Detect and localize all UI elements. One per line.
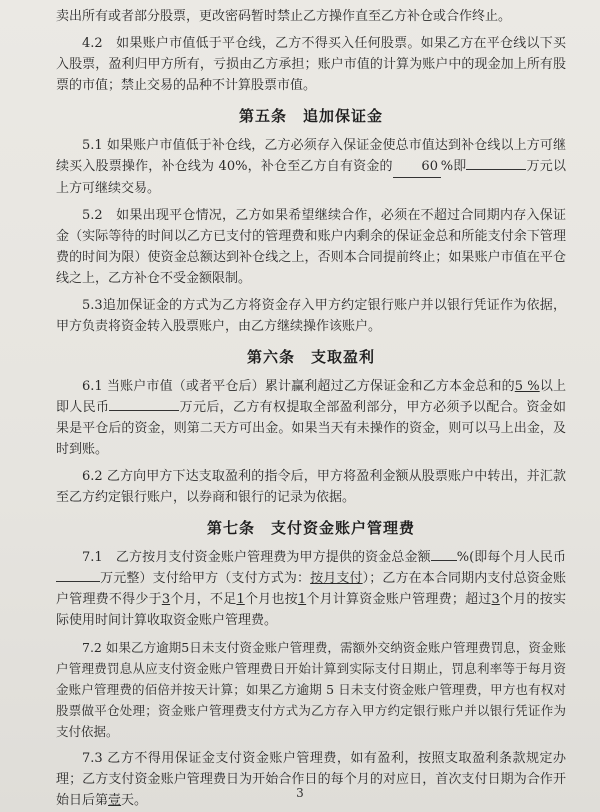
section-7-title: 第七条 支付资金账户管理费 — [206, 519, 415, 537]
paragraph-6-1: 6.1 当账户市值（或者平仓后）累计赢利超过乙方保证金和乙方本金总和的5 %以上即人民币 万元后，乙方有权提取全部盈利部分，甲方必须予以配合。资金如果是平仓后的资金，则第二天方可出金。如果当天有未操作的资金，则可以马上出金，及时到账。 — [56, 379, 566, 457]
amount-blank — [466, 169, 526, 170]
paragraph-7-3: 7.3 乙方不得用保证金支付资金账户管理费，如有盈利，按照支取盈利条款规定办理；乙方支付资金账户管理费日为开始合作日的每个月的对应日，首次支付日期为合作开始日后第壹天。 — [56, 751, 566, 808]
page-number: 3 — [296, 786, 304, 800]
paragraph-6-2: 6.2 乙方向甲方下达支取盈利的指令后，甲方将盈利金额从股票账户中转出，并汇款至乙方约定银行账户，以券商和银行的记录为依据。 — [56, 469, 566, 505]
fee-pct-blank — [431, 560, 457, 561]
paragraph-4-1-continuation: 卖出所有或者部分股票，更改密码暂时禁止乙方操作直至乙方补仓或合作终止。 — [56, 9, 512, 24]
paragraph-4-2: 4.2 如果账户市值低于平仓线，乙方不得买入任何股票。如果乙方在平仓线以下买入股票，盈利归甲方所有，亏损由乙方承担；账户市值的计算为账户中的现金加上所有股票的市值；禁止交易的品种不计算股票市值。 — [56, 36, 566, 93]
paragraph-5-3: 5.3追加保证金的方式为乙方将资金存入甲方约定银行账户并以银行凭证作为依据，甲方负责将资金转入股票账户，由乙方继续操作该账户。 — [56, 298, 566, 334]
paragraph-5-2: 5.2 如果出现平仓情况，乙方如果希望继续合作，必须在不超过合同期内存入保证金（实际等待的时间以乙方已支付的管理费和账户内剩余的保证金总和所能支付余下管理费的时间为限）使资金总额达到补仓线之上，否则本合同提前终止；如果账户市值在平仓线之上，乙方补仓不受金额限制。 — [56, 208, 566, 286]
paragraph-5-1: 5.1 如果账户市值低于补仓线，乙方必须存入保证金使总市值达到补仓线以上方可继续买入股票操作，补仓线为 40%，补仓至乙方自有资金的 60 %即 万元以上方可继续交易。 — [56, 138, 566, 196]
paragraph-7-1: 7.1 乙方按月支付资金账户管理费为甲方提供的资金总金额 %(即每个月人民币万元整）支付给甲方（支付方式为：按月支付）；乙方在本合同期内支付总资金账户管理费不得少于3个月，不足1个月也按1个月计算资金账户管理费；超过3个月的按实际使用时间计算收取资金账户管理费。 — [56, 550, 566, 628]
payment-method: 按月支付 — [310, 571, 363, 586]
first-payment-day: 壹 — [108, 793, 122, 808]
paragraph-7-2: 7.2 如果乙方逾期5日未支付资金账户管理费，需额外交纳资金账户管理费罚息，资金账户管理费罚息从应支付资金账户管理费日开始计算到实际支付日期止，罚息利率等于每月资金账户管理费的佰倍并按天计算；如果乙方逾期 5 日未支付资金账户管理费，甲方也有权对股票做平仓处理；资金账户管理费支付方式为乙方存入甲方约定银行账户并以银行凭证作为支付依据。 — [56, 640, 566, 739]
fee-amount-blank — [56, 581, 100, 582]
section-6-title: 第六条 支取盈利 — [246, 348, 375, 366]
profit-pct: 5 % — [514, 379, 540, 394]
section-5-title: 第五条 追加保证金 — [238, 107, 383, 125]
pct-blank: 60 — [393, 156, 441, 178]
rmb-blank — [109, 410, 179, 411]
